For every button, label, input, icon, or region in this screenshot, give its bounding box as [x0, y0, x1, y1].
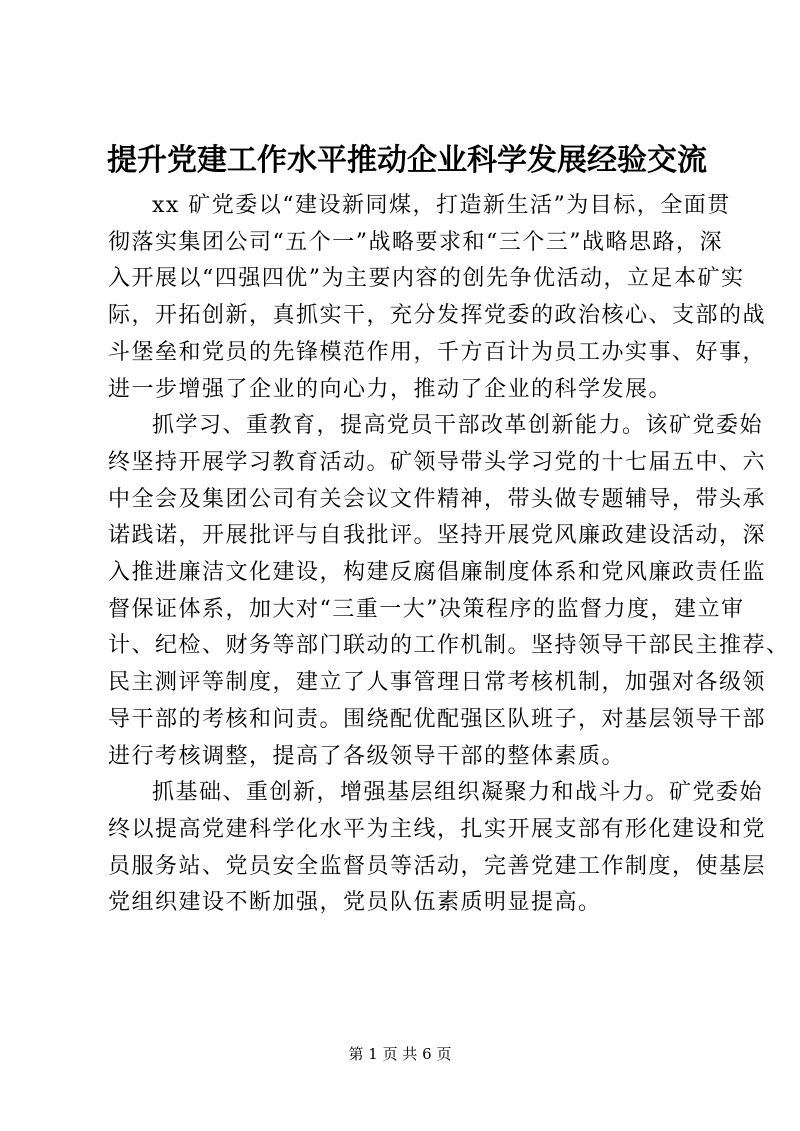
- text-line: 员服务站、党员安全监督员等活动，完善党建工作制度，使基层: [108, 853, 767, 879]
- paragraph-2: [108, 408, 790, 775]
- text-line: 督保证体系，加大对“三重一大”决策程序的监督力度，建立审: [108, 596, 745, 622]
- document-title: 提升党建工作水平推动企业科学发展经验交流: [107, 143, 707, 178]
- text-line: 导干部的考核和问责。围绕配优配强区队班子，对基层领导干部: [108, 706, 767, 732]
- text-line: 计、纪检、财务等部门联动的工作机制。坚持领导干部民主推荐、: [108, 633, 790, 659]
- text-line: 彻落实集团公司“五个一”战略要求和“三个三”战略思路，深: [108, 229, 723, 255]
- text-line: 民主测评等制度，建立了人事管理日常考核机制，加强对各级领: [108, 670, 767, 696]
- text-line: xx 矿党委以“建设新同煤，打造新生活”为目标，全面贯: [152, 193, 731, 218]
- text-line: 抓基础、重创新，增强基层组织凝聚力和战斗力。矿党委始: [152, 780, 764, 806]
- text-line: 入开展以“四强四优”为主要内容的创先争优活动，立足本矿实: [108, 266, 745, 292]
- paragraph-1: [108, 188, 767, 408]
- text-line: 党组织建设不断加强，党员队伍素质明显提高。: [108, 890, 602, 916]
- page-footer: [0, 1044, 800, 1064]
- document-body: [108, 188, 790, 922]
- text-line: 斗堡垒和党员的先锋模范作用，千方百计为员工办实事、好事，: [108, 339, 767, 365]
- text-line: 进行考核调整，提高了各级领导干部的整体素质。: [108, 743, 626, 769]
- text-line: 终以提高党建科学化水平为主线，扎实开展支部有形化建设和党: [108, 816, 767, 842]
- text-line: 终坚持开展学习教育活动。矿领导带头学习党的十七届五中、六: [108, 449, 767, 475]
- page-number: 第 1 页 共 6 页: [348, 1045, 452, 1063]
- text-line: 诺践诺，开展批评与自我批评。坚持开展党风廉政建设活动，深: [108, 523, 767, 549]
- text-line: 入推进廉洁文化建设，构建反腐倡廉制度体系和党风廉政责任监: [108, 560, 767, 586]
- text-line: 进一步增强了企业的向心力，推动了企业的科学发展。: [108, 376, 673, 402]
- paragraph-3: [108, 775, 767, 922]
- text-line: 抓学习、重教育，提高党员干部改革创新能力。该矿党委始: [152, 413, 764, 439]
- text-line: 中全会及集团公司有关会议文件精神，带头做专题辅导，带头承: [108, 486, 767, 512]
- text-line: 际，开拓创新，真抓实干，充分发挥党委的政治核心、支部的战: [108, 303, 767, 329]
